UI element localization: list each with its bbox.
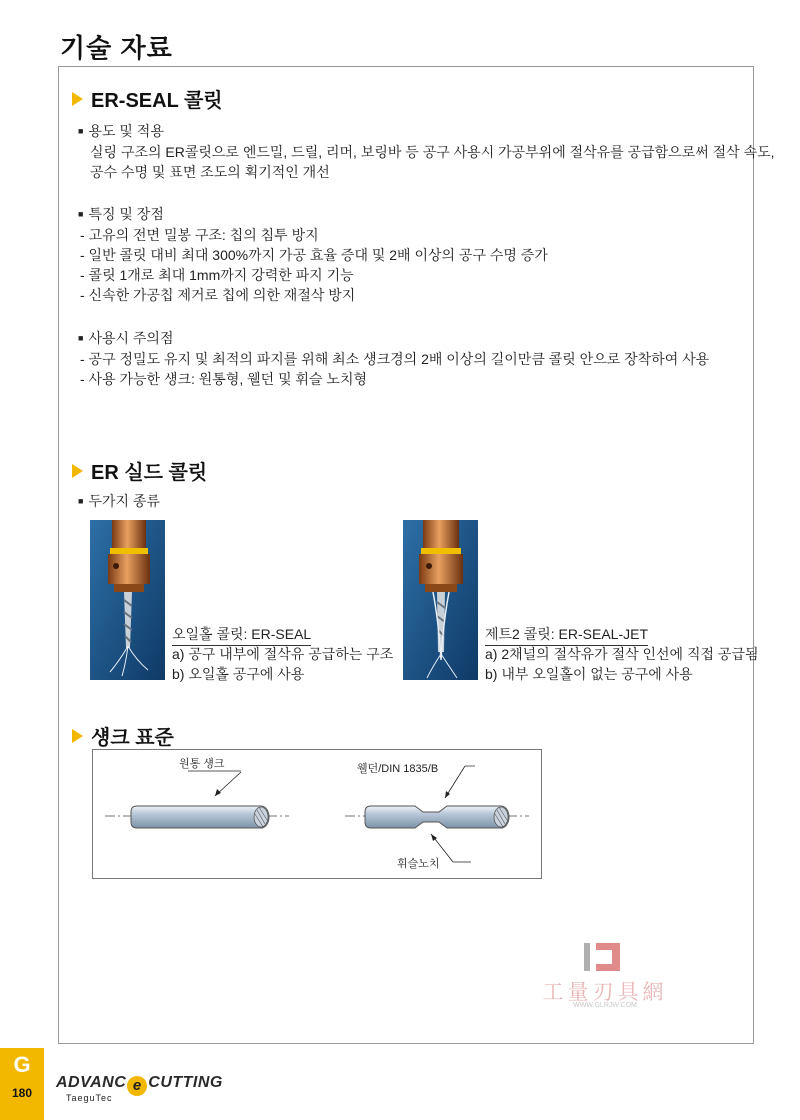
section-tab xyxy=(0,1048,44,1120)
collet-type-title: 오일홀 콜릿: ER-SEAL xyxy=(172,624,311,646)
caution-item: - 공구 정밀도 유지 및 최적의 파지를 위해 최소 섕크경의 2배 이상의 길이만큼 콜릿 안으로 장착하여 사용 xyxy=(80,351,710,367)
brand-text: ADVANC xyxy=(56,1074,127,1091)
section-heading-shank xyxy=(72,721,174,750)
collet-type-line: b) 내부 오일홀이 없는 공구에 사용 xyxy=(485,666,693,682)
feature-item: - 고유의 전면 밀봉 구조: 칩의 침투 방지 xyxy=(80,227,319,243)
usage-line: 실링 구조의 ER콜릿으로 엔드밀, 드릴, 리머, 보링바 등 공구 사용시 가공부위에 절삭유를 공급함으로써 절삭 속도, xyxy=(90,144,775,160)
collet-type-line: a) 2채널의 절삭유가 절삭 인선에 직접 공급됨 xyxy=(485,646,759,662)
section-title: ER 실드 콜릿 xyxy=(91,462,208,484)
collet-type-line: b) 오일홀 공구에 사용 xyxy=(172,666,305,682)
triangle-bullet-icon xyxy=(72,464,83,478)
shank-diagram xyxy=(92,749,542,879)
weldon-shank-drawing xyxy=(345,766,529,862)
brand-text: CUTTING xyxy=(148,1074,223,1091)
weldon-shank-label: 웰던/DIN 1835/B xyxy=(357,763,439,775)
watermark-url: WWW.GLRJW.COM xyxy=(573,1002,637,1009)
caution-item: - 사용 가능한 섕크: 원통형, 웰던 및 휘슬 노치형 xyxy=(80,371,367,387)
jet-collet-photo xyxy=(403,520,478,680)
section-title: ER-SEAL 콜릿 xyxy=(91,90,223,112)
section-heading-er-seal xyxy=(72,84,223,113)
watermark xyxy=(540,940,670,1015)
feature-item: - 신속한 가공칩 제거로 칩에 의한 재절삭 방지 xyxy=(80,287,356,303)
triangle-bullet-icon xyxy=(72,92,83,106)
whistle-notch-label: 휘슬노치 xyxy=(397,858,440,870)
cautions-heading: ■ 사용시 주의점 xyxy=(78,329,173,350)
watermark-logo-icon xyxy=(582,940,622,974)
brand-e-icon: e xyxy=(127,1076,147,1096)
cylindrical-shank-label: 원통 섕크 xyxy=(179,758,225,770)
section-letter: G xyxy=(13,1052,31,1077)
watermark-text: 工量刃具網 xyxy=(542,980,668,1004)
page-title: 기술 자료 xyxy=(60,33,173,63)
feature-item: - 일반 콜릿 대비 최대 300%까지 가공 효율 증대 및 2배 이상의 공구 수명 증가 xyxy=(80,247,548,263)
collet-type-title: 제트2 콜릿: ER-SEAL-JET xyxy=(485,624,648,646)
features-heading: ■ 특징 및 장점 xyxy=(78,205,164,226)
cylindrical-shank-drawing xyxy=(105,771,289,828)
usage-heading: ■ 용도 및 적용 xyxy=(78,122,164,143)
collet-type-line: a) 공구 내부에 절삭유 공급하는 구조 xyxy=(172,646,394,662)
feature-item: - 콜릿 1개로 최대 1mm까지 강력한 파지 기능 xyxy=(80,267,354,283)
section-heading-er-shield xyxy=(72,456,207,485)
page-number: 180 xyxy=(11,1086,33,1100)
section-title: 섕크 표준 xyxy=(91,727,174,749)
types-heading: ■ 두가지 종류 xyxy=(78,492,160,513)
brand-subtitle: TaeguTec xyxy=(66,1093,113,1103)
oil-hole-collet-photo xyxy=(90,520,165,680)
usage-line: 공수 수명 및 표면 조도의 획기적인 개선 xyxy=(90,164,330,180)
triangle-bullet-icon xyxy=(72,729,83,743)
